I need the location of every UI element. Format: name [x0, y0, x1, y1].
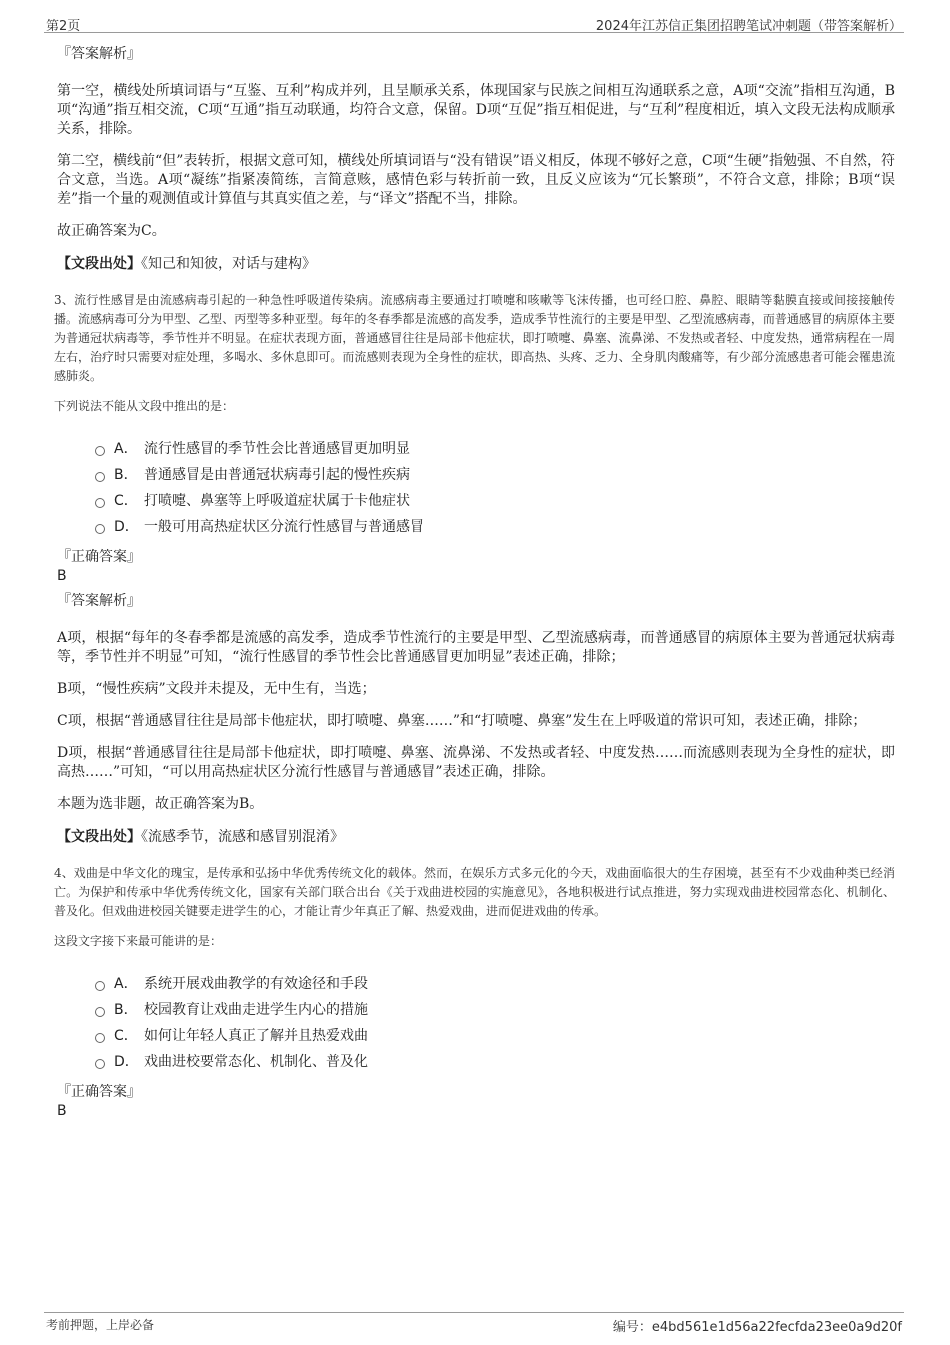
option-a[interactable] [95, 435, 895, 461]
question-3-text: 3、流行性感冒是由流感病毒引起的一种急性呼吸道传染病。流感病毒主要通过打喷嚏和咳嗽等飞沫传播，也可经口腔、鼻腔、眼睛等黏膜直接或间接接触传播。流感病毒可分为甲型、乙型、丙型等多种亚型。每年的冬春季都是流感的高发季，造成季节性流行的主要是甲型、乙型流感病毒，而普通感冒的病原体主要为普通冠状病毒等，季节性并不明显。在症状表现方面，普通感冒往往是局部卡他症状，即打喷嚏、鼻塞、流鼻涕、不发热或者轻、中度发热，通常病程在一周左右，治疗时只需要对症处理，多喝水、多休息即可。而流感则表现为全身性的症状，即高热、头疼、乏力、全身肌肉酸痛等，有少部分流感患者可能会罹患流感肺炎。 [54, 293, 895, 383]
option-a[interactable] [95, 970, 895, 996]
option-b[interactable] [95, 461, 895, 487]
correct-answer-value: B [57, 568, 67, 584]
radio-button[interactable] [95, 1059, 105, 1069]
passage-source [57, 827, 895, 847]
question-3-options [95, 435, 895, 539]
radio-button[interactable] [95, 981, 105, 991]
option-letter: C． [114, 1028, 138, 1044]
analysis-paragraph: 第一空，横线处所填词语与“互鉴、互利”构成并列，且呈顺承关系，体现国家与民族之间相互沟通联系之意，A项“交流”指相互沟通，B项“沟通”指互相交流，C项“互通”指互动联通，均符合文意，保留。D项“互促”指互相促进，与“互利”程度相近，填入文段无法构成顺承关系，排除。 [57, 83, 895, 137]
option-text: 流行性感冒的季节性会比普通感冒更加明显 [144, 441, 410, 457]
source-title: 《知己和知彼，对话与建构》 [141, 256, 316, 272]
option-text: 打喷嚏、鼻塞等上呼吸道症状属于卡他症状 [144, 493, 410, 509]
source-title: 《流感季节，流感和感冒别混淆》 [141, 829, 344, 845]
source-prefix: 【文段出处】 [57, 256, 141, 272]
radio-button[interactable] [95, 446, 105, 456]
option-letter: B． [114, 1002, 138, 1018]
option-text: 系统开展戏曲教学的有效途径和手段 [144, 976, 368, 992]
analysis-paragraph: 第二空，横线前“但”表转折，根据文意可知，横线处所填词语与“没有错误”语义相反，体现不够好之意，C项“生硬”指勉强、不自然，符合文意，当选。A项“凝练”指紧凑简练，言简意赅，感情色彩与转折前一致，且反义应该为“冗长繁琐”，不符合文意，排除；B项“误差”指一个量的观测值或计算值与其真实值之差，与“译文”搭配不当，排除。 [57, 153, 895, 207]
page-footer [44, 1312, 904, 1337]
option-d[interactable] [95, 1048, 895, 1074]
correct-answer-value: B [57, 1103, 67, 1119]
analysis-label: 『答案解析』 [57, 593, 141, 609]
analysis-label: 『答案解析』 [57, 46, 141, 62]
analysis-conclusion: 故正确答案为C。 [57, 223, 166, 239]
page-content [54, 44, 895, 1126]
correct-answer-label: 『正确答案』 [57, 1084, 141, 1100]
option-letter: B． [114, 467, 138, 483]
radio-button[interactable] [95, 1033, 105, 1043]
option-text: 戏曲进校要常态化、机制化、普及化 [144, 1054, 368, 1070]
option-letter: A． [114, 441, 138, 457]
question-3-prompt: 下列说法不能从文段中推出的是： [54, 399, 235, 413]
option-d[interactable] [95, 513, 895, 539]
source-prefix: 【文段出处】 [57, 829, 141, 845]
analysis-conclusion: 本题为选非题，故正确答案为B。 [57, 796, 264, 812]
footer-slogan: 考前押题，上岸必备 [46, 1318, 155, 1332]
radio-button[interactable] [95, 472, 105, 482]
analysis-paragraph: B项，“慢性疾病”文段并未提及，无中生有，当选； [57, 681, 376, 697]
analysis-paragraph: C项，根据“普通感冒往往是局部卡他症状，即打喷嚏、鼻塞……”和“打喷嚏、鼻塞”发生在上呼吸道的常识可知，表述正确，排除； [57, 713, 867, 729]
option-letter: A． [114, 976, 138, 992]
correct-answer-label: 『正确答案』 [57, 549, 141, 565]
question-4-prompt: 这段文字接下来最可能讲的是： [54, 934, 223, 948]
option-letter: D． [114, 1054, 139, 1070]
radio-button[interactable] [95, 1007, 105, 1017]
option-c[interactable] [95, 1022, 895, 1048]
option-b[interactable] [95, 996, 895, 1022]
question-4-options [95, 970, 895, 1074]
analysis-paragraph: A项，根据“每年的冬春季都是流感的高发季，造成季节性流行的主要是甲型、乙型流感病毒，而普通感冒的病原体主要为普通冠状病毒等，季节性并不明显”可知，“流行性感冒的季节性会比普通感冒更加明显”表述正确，排除； [57, 630, 895, 665]
passage-source [57, 254, 895, 274]
radio-button[interactable] [95, 524, 105, 534]
option-text: 一般可用高热症状区分流行性感冒与普通感冒 [144, 519, 424, 535]
option-c[interactable] [95, 487, 895, 513]
document-code: 编号：e4bd561e1d56a22fecfda23ee0a9d20f [612, 1320, 902, 1335]
question-4-text: 4、戏曲是中华文化的瑰宝，是传承和弘扬中华优秀传统文化的载体。然而，在娱乐方式多元化的今天，戏曲面临很大的生存困境，甚至有不少戏曲种类已经消亡。为保护和传承中华优秀传统文化，国家有关部门联合出台《关于戏曲进校园的实施意见》，各地积极进行试点推进，努力实现戏曲进校园常态化、机制化、普及化。但戏曲进校园关键要走进学生的心，才能让青少年真正了解、热爱戏曲，进而促进戏曲的传承。 [54, 866, 895, 918]
page-header [44, 10, 904, 33]
analysis-paragraph: D项，根据“普通感冒往往是局部卡他症状，即打喷嚏、鼻塞、流鼻涕、不发热或者轻、中度发热……而流感则表现为全身性的症状，即高热……”可知，“可以用高热症状区分流行性感冒与普通感冒”表述正确，排除。 [57, 745, 895, 780]
option-text: 如何让年轻人真正了解并且热爱戏曲 [144, 1028, 368, 1044]
option-text: 校园教育让戏曲走进学生内心的措施 [144, 1002, 368, 1018]
option-letter: C． [114, 493, 138, 509]
document-title: 2024年江苏信正集团招聘笔试冲刺题（带答案解析） [595, 19, 902, 34]
option-letter: D． [114, 519, 139, 535]
page-number: 第2页 [46, 19, 81, 34]
option-text: 普通感冒是由普通冠状病毒引起的慢性疾病 [144, 467, 410, 483]
radio-button[interactable] [95, 498, 105, 508]
